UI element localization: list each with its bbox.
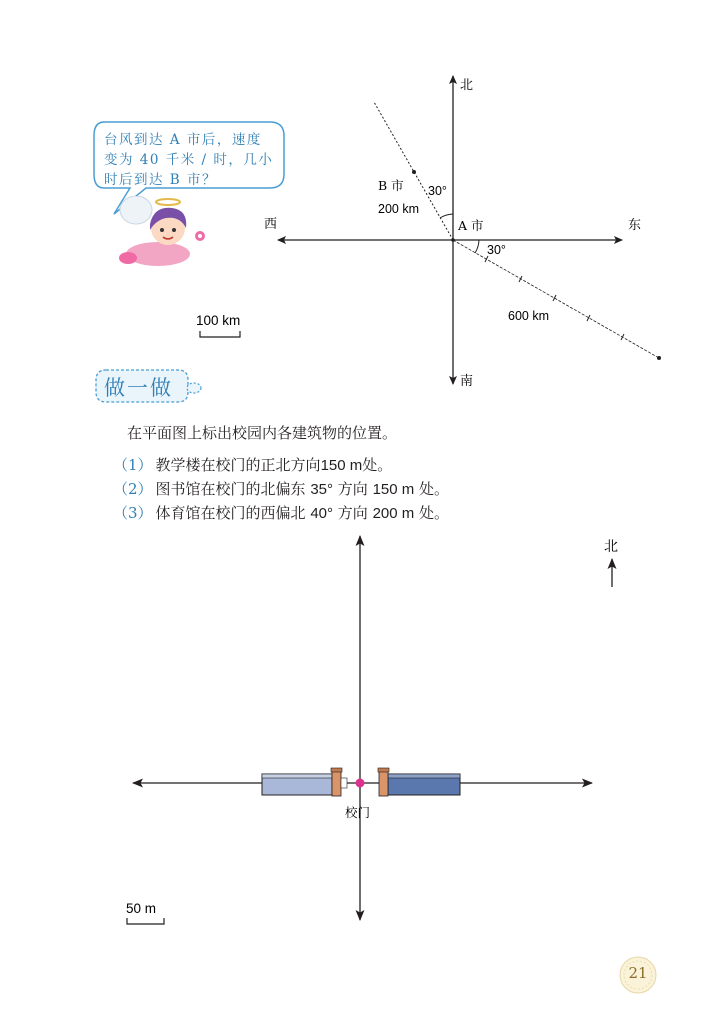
north-indicator-label: 北 bbox=[604, 539, 618, 555]
school-gate-dot bbox=[356, 779, 365, 788]
task-item-1-number: （1） bbox=[113, 456, 153, 474]
task-item-3-angle: 40° bbox=[310, 505, 334, 522]
school-gate-label: 校门 bbox=[345, 805, 371, 820]
map1-east-label: 东 bbox=[628, 218, 642, 233]
map1-west-label: 西 bbox=[264, 217, 278, 232]
bubble-line-1: 台风到达 A 市后，速度 bbox=[104, 132, 262, 148]
map2-scale-label: 50 m bbox=[126, 901, 157, 916]
task-item-2-number: （2） bbox=[113, 480, 153, 498]
right-gate-post bbox=[379, 771, 388, 796]
map1-north-label: 北 bbox=[460, 78, 474, 93]
task-item-3-mid: 方向 bbox=[333, 504, 373, 522]
task-item-2-end: 处。 bbox=[414, 480, 450, 498]
map1-south-label: 南 bbox=[460, 374, 474, 389]
left-gate-post bbox=[332, 771, 341, 796]
map1-angle-se-label: 30° bbox=[487, 243, 506, 257]
bubble-line-3: 时后到达 B 市？ bbox=[104, 172, 218, 188]
task-item-2-text: 图书馆在校门的北偏东 bbox=[155, 480, 311, 498]
page-number: 21 bbox=[628, 964, 648, 982]
map1-distance-b-label: 200 km bbox=[378, 202, 419, 216]
task-item-1-distance: 150 m bbox=[320, 457, 363, 474]
bubble-line-2: 变为 40 千米 / 时，几小 bbox=[104, 152, 274, 168]
map1-city-b-label: B 市 bbox=[378, 178, 404, 193]
task-title: 做一做 bbox=[104, 376, 173, 400]
map1-angle-b-label: 30° bbox=[428, 184, 447, 198]
task-item-1-end: 处。 bbox=[362, 456, 393, 474]
task-item-3-number: （3） bbox=[113, 504, 153, 522]
task-item-3-text: 体育馆在校门的西偏北 bbox=[155, 504, 311, 522]
task-item-2-angle: 35° bbox=[310, 481, 334, 498]
task-item-1-text: 教学楼在校门的正北方向 bbox=[155, 456, 321, 474]
task-item-2-distance: 150 m bbox=[372, 481, 415, 498]
task-item-2-mid: 方向 bbox=[333, 480, 373, 498]
map1-distance-se-label: 600 km bbox=[508, 309, 549, 323]
task-item-3-distance: 200 m bbox=[372, 505, 415, 522]
map1-city-a-label: A 市 bbox=[458, 218, 484, 233]
map2-scale-bar bbox=[127, 918, 164, 924]
task-intro: 在平面图上标出校园内各建筑物的位置。 bbox=[127, 424, 398, 442]
task-item-3-end: 处。 bbox=[414, 504, 450, 522]
map1-scale-label: 100 km bbox=[196, 313, 241, 328]
